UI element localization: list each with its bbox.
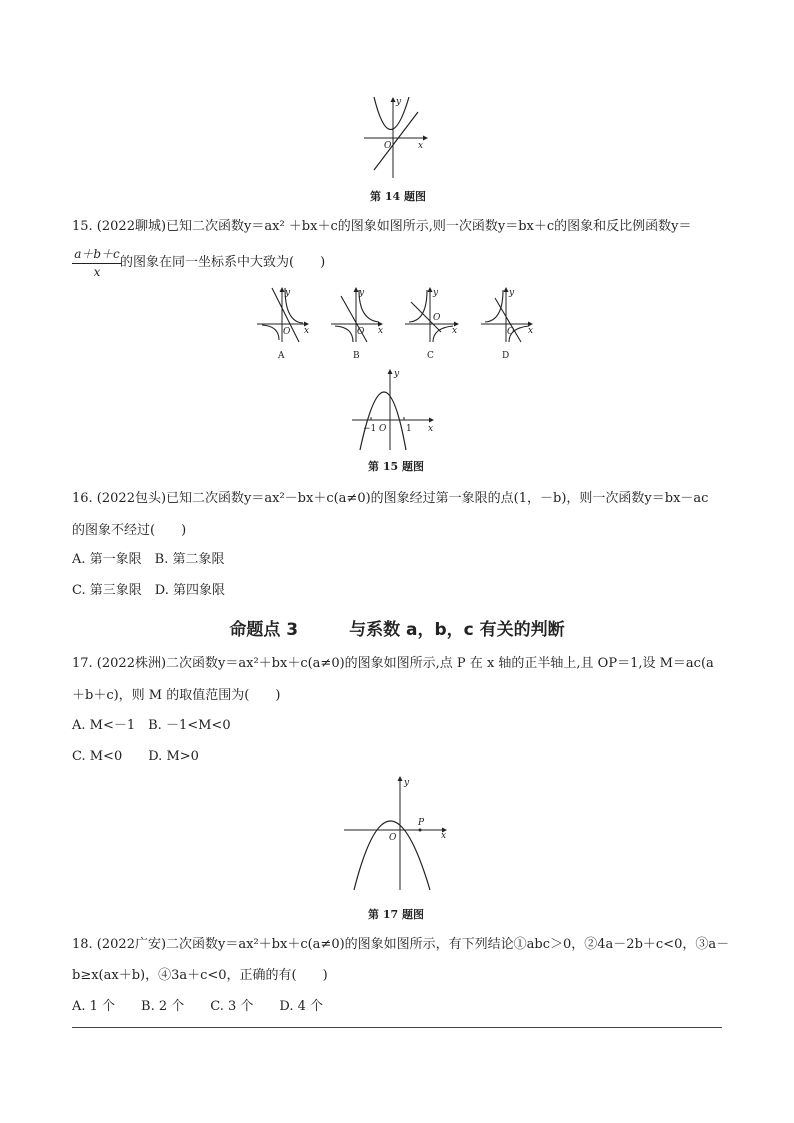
q15-a-x: x: [304, 326, 310, 336]
figure-17-caption: 第 17 题图: [368, 908, 424, 921]
q18-stem-line1: 18. (2022广安)二次函数y＝ax²＋bx＋c(a≠0)的图象如图所示，有下列结论①abc＞0，②4a－2b＋c<0，③a－: [72, 937, 730, 952]
figure-15: [348, 364, 444, 452]
q15-option-c-graph: [405, 287, 459, 342]
figure-14-caption: 第 14 题图: [370, 190, 426, 203]
q15-stem-line1: 15. (2022聊城)已知二次函数y＝ax² ＋bx＋c的图象如图所示,则一次函数y＝bx＋c的图象和反比例函数y＝: [72, 219, 692, 234]
q18-options: A. 1 个 B. 2 个 C. 3 个 D. 4 个: [72, 999, 324, 1014]
fig17-origin-label: O: [389, 833, 397, 843]
figure-14: [360, 92, 435, 180]
q15-a-y: y: [285, 288, 291, 298]
figure-15-caption: 第 15 题图: [368, 460, 424, 473]
q18-stem-line2: b≥x(ax＋b)，④3a＋c<0，正确的有( ): [72, 968, 328, 983]
q15-d-origin: O: [507, 327, 515, 337]
fig15-neg-one-label: −1: [363, 424, 377, 434]
q15-option-b-graph: [331, 287, 383, 342]
q15-b-y: y: [359, 288, 365, 298]
figure-17: [340, 772, 455, 892]
q15-d-x: x: [528, 326, 534, 336]
q15-option-a-label: A: [278, 351, 285, 361]
q15-option-b-label: B: [353, 351, 360, 361]
fig17-x-label: x: [441, 831, 447, 841]
fig17-point-p-label: P: [418, 818, 425, 828]
fig15-x-label: x: [428, 424, 434, 434]
q15-c-x: x: [452, 326, 458, 336]
q15-a-origin: O: [283, 327, 291, 337]
q15-option-d-label: D: [502, 351, 510, 361]
q15-c-origin: O: [433, 313, 441, 323]
q17-options-cd: C. M<0 D. M>0: [72, 749, 199, 764]
q15-fraction-denominator: x: [93, 265, 101, 279]
fig15-y-label: y: [394, 369, 400, 379]
q15-stem-line2: 的图象在同一坐标系中大致为( ): [120, 255, 326, 270]
q15-option-c-label: C: [427, 351, 434, 361]
fig14-x-label: x: [418, 141, 424, 151]
q16-stem-line1: 16. (2022包头)已知二次函数y＝ax²－bx＋c(a≠0)的图象经过第一象限的点(1，－b)，则一次函数y＝bx－ac: [72, 491, 709, 506]
q16-stem-line2: 的图象不经过( ): [72, 523, 187, 538]
fig17-y-label: y: [404, 778, 410, 788]
fig14-y-label: y: [396, 97, 402, 107]
q16-options-ab: A. 第一象限 B. 第二象限: [72, 552, 225, 567]
q15-b-x: x: [378, 326, 384, 336]
q17-stem-line2: ＋b＋c)，则 M 的取值范围为( ): [72, 688, 281, 703]
q16-options-cd: C. 第三象限 D. 第四象限: [72, 583, 225, 598]
fig15-one-label: 1: [406, 424, 412, 434]
section-heading: 命题点 3 与系数 a，b，c 有关的判断: [229, 620, 565, 640]
q15-b-origin: O: [357, 327, 365, 337]
q15-d-y: y: [509, 288, 515, 298]
page-bottom-rule: [72, 1027, 722, 1028]
q17-stem-line1: 17. (2022株洲)二次函数y＝ax²＋bx＋c(a≠0)的图象如图所示,点 P 在 x 轴的正半轴上,且 OP＝1,设 M＝ac(a: [72, 656, 714, 671]
q15-option-d-graph: [481, 287, 533, 342]
fig15-origin-label: O: [379, 424, 387, 434]
q15-option-a-graph: [257, 287, 309, 342]
q15-option-graphs: [255, 284, 545, 364]
q15-fraction: [72, 246, 122, 280]
fig14-origin-label: O: [384, 141, 392, 151]
q17-options-ab: A. M<－1 B. －1<M<0: [72, 718, 231, 733]
q15-c-y: y: [433, 288, 439, 298]
q15-fraction-numerator: a＋b＋c: [72, 246, 122, 264]
